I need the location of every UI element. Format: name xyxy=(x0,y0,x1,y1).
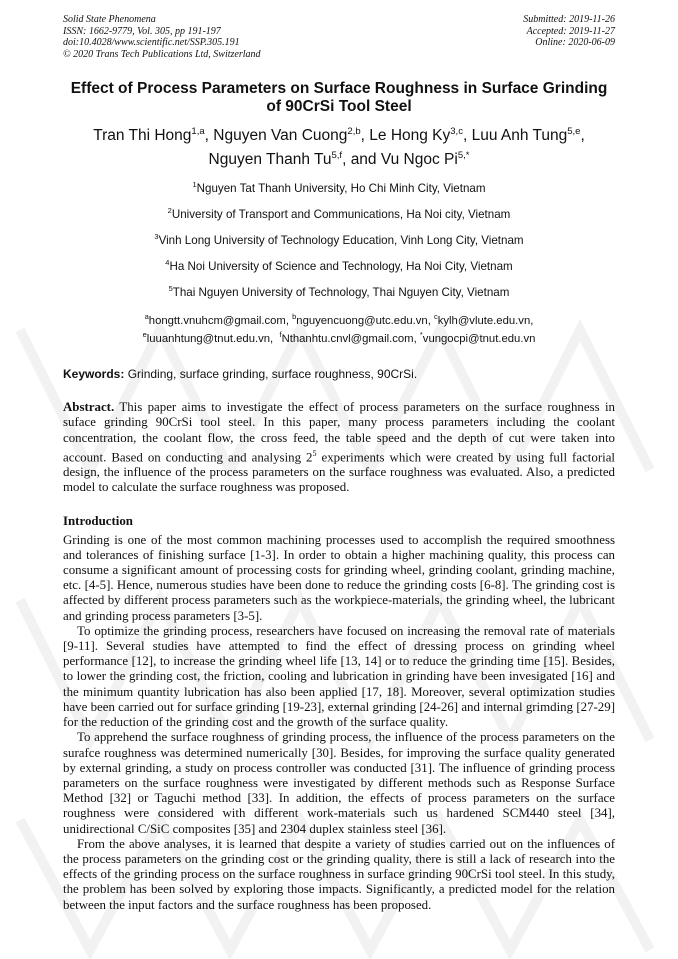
accepted-date: Accepted: 2019-11-27 xyxy=(526,25,615,37)
email-link[interactable]: nguyencuong@utc.edu.vn xyxy=(296,314,428,327)
journal-issn: ISSN: 1662-9779, Vol. 305, pp 191-197 xyxy=(63,25,221,37)
publication-dates xyxy=(523,14,615,49)
email-link[interactable]: luuanhtung@tnut.edu.vn xyxy=(146,332,271,345)
keywords-text: Grinding, surface grinding, surface roughness, 90CrSi. xyxy=(127,367,418,382)
affiliation: $^4$Ha Noi University of Science and Technology, Ha Noi City, Vietnam xyxy=(165,257,513,273)
affiliation: $^1$Nguyen Tat Thanh University, Ho Chi Minh City, Vietnam xyxy=(192,180,486,196)
author-list: Tran Thi Hong$^{1,a}$, Nguyen Van Cuong$^{2,b}$, Le Hong Ky$^{3,c}$, Luu Anh Tung$^{5,e}$, Nguyen Thanh Tu$^{5,f}$, and Vu Ngoc $Pi^{5,*}$ xyxy=(93,126,585,169)
author-name: Tran Thi Hong xyxy=(93,127,192,145)
body-paragraph: To optimize the grinding process, researchers have focused on increasing the removal rate of materials [9-11]. Several studies have attempted to find the effect of dressing process on grinding wheel performance [12], to increase the grinding wheel life [13, 14] or to reduce the grinding time [15]. Besides, to lower the grinding cost, the friction, cooling and lubrication in grinding have been invesigated [16] and the minimum quantity lubrication has also been applied [17, 18]. Moreover, several optimization studies have been carried out for surface grinding [19-23], external grinding [24-26] and internal grimding [27-29] for the reduction of the grinding cost and the growth of the surface quality. xyxy=(63,623,615,730)
abstract: Abstract. This paper aims to investigate the effect of process parameters on the surface roughness in suface grinding 90CrSi tool steel. In this paper, many process parameters including the coolant concentration, the coolant flow, the cross feed, the table speed and the depth of cut were taken into account. Based on conducting and analysing $2^5$ experiments which were created by using full factorial design, the influence of the process parameters on the surface roughness was evaluated. Also, a predicted model to calculate the surface roughness was proposed. xyxy=(63,400,615,495)
keywords-label: Keywords: xyxy=(63,367,125,382)
affiliation: $^5$Thai Nguyen University of Technology, Thai Nguyen City, Vietnam xyxy=(168,283,510,299)
journal-name: Solid State Phenomena xyxy=(63,14,156,25)
section-heading-introduction: Introduction xyxy=(63,513,133,528)
abstract-label: Abstract. xyxy=(63,400,115,415)
author-emails: $^a$hongtt.vnuhcm@gmail.com, $^b$nguyencuong@utc.edu.vn, $^c$kylh@vlute.edu.vn, $^e$luuanhtung@tnut.edu.vn, $^f$Nthanhtu.cnvl@gmail.com, *vungocpi@tnut.edu.vn xyxy=(142,311,536,345)
paper-title: Effect of Process Parameters on Surface Roughness in Surface Grinding of 90CrSi Tool Steel xyxy=(70,80,608,115)
affiliation-list xyxy=(63,178,615,299)
email-link[interactable]: hongtt.vnuhcm@gmail.com xyxy=(148,314,286,327)
author-name: Nguyen Van Cuong xyxy=(213,127,348,145)
email-link[interactable]: kylh@vlute.edu.vn xyxy=(437,314,531,327)
journal-doi: doi:10.4028/www.scientific.net/SSP.305.191 xyxy=(63,37,240,49)
online-date: Online: 2020-06-09 xyxy=(535,37,615,49)
keywords xyxy=(63,367,615,381)
journal-info xyxy=(63,14,261,60)
author-name: and Vu Ngoc Pi xyxy=(350,151,458,169)
author-name: Luu Anh Tung xyxy=(471,127,568,145)
affiliation: $^3$Vinh Long University of Technology Education, Vinh Long City, Vietnam xyxy=(154,232,524,247)
email-link[interactable]: Nthanhtu.cnvl@gmail.com xyxy=(281,332,414,345)
body-paragraph: Grinding is one of the most common machining processes used to accomplish the required smoothness and tolerances of finishing surface [1-3]. In order to obtain a higher machining quality, this process can consume a significant amount of processing costs for grinding wheel, grinding coolant, grinding machine, etc. [4-5]. Hence, numerous studies have been done to reduce the grinding costs [6-8]. The grinding cost is affected by different process parameters such as the workpiece-materials, the grinding wheel, the lubricant and grinding process parameters [3-5]. xyxy=(63,532,615,623)
journal-copyright: © 2020 Trans Tech Publications Ltd, Switzerland xyxy=(63,48,261,60)
author-name: Le Hong Ky xyxy=(369,127,451,145)
journal-header xyxy=(63,14,615,66)
paper-page xyxy=(63,14,615,913)
author-name: Nguyen Thanh Tu xyxy=(208,151,332,169)
body-paragraph: From the above analyses, it is learned that despite a variety of studies carried out on the influences of the process parameters on the grinding cost or the grinding quality, there is still a lack of research into the effects of the grinding process on the surface roughness in surface grinding 90CrSi tool steel. In this study, the problem has been solved by exploring those impacts. Significantly, a predicted model for the relation between the input factors and the surface roughness has been proposed. xyxy=(63,836,615,912)
email-link[interactable]: vungocpi@tnut.edu.vn xyxy=(422,332,536,345)
affiliation: $^2$University of Transport and Communications, Ha Noi city, Vietnam xyxy=(167,206,511,222)
body-paragraph: To apprehend the surface roughness of grinding process, the influence of the process parameters on the surafce roughness was determined numerically [30]. Besides, for improving the surface quality generated by external grinding, a study on process controller was conducted [31]. The influence of grinding process parameters on the surface roughness were investigated by different methods such as Response Surface Method [32] or Taguchi method [33]. In addition, the effects of process parameters on the surface roughness were considered with different work-materials such us hardened SCM440 steel [34], unidirectional C/SiC composites [35] and 2304 duplex stainless steel [36]. xyxy=(63,730,615,836)
submitted-date: Submitted: 2019-11-26 xyxy=(523,14,615,25)
